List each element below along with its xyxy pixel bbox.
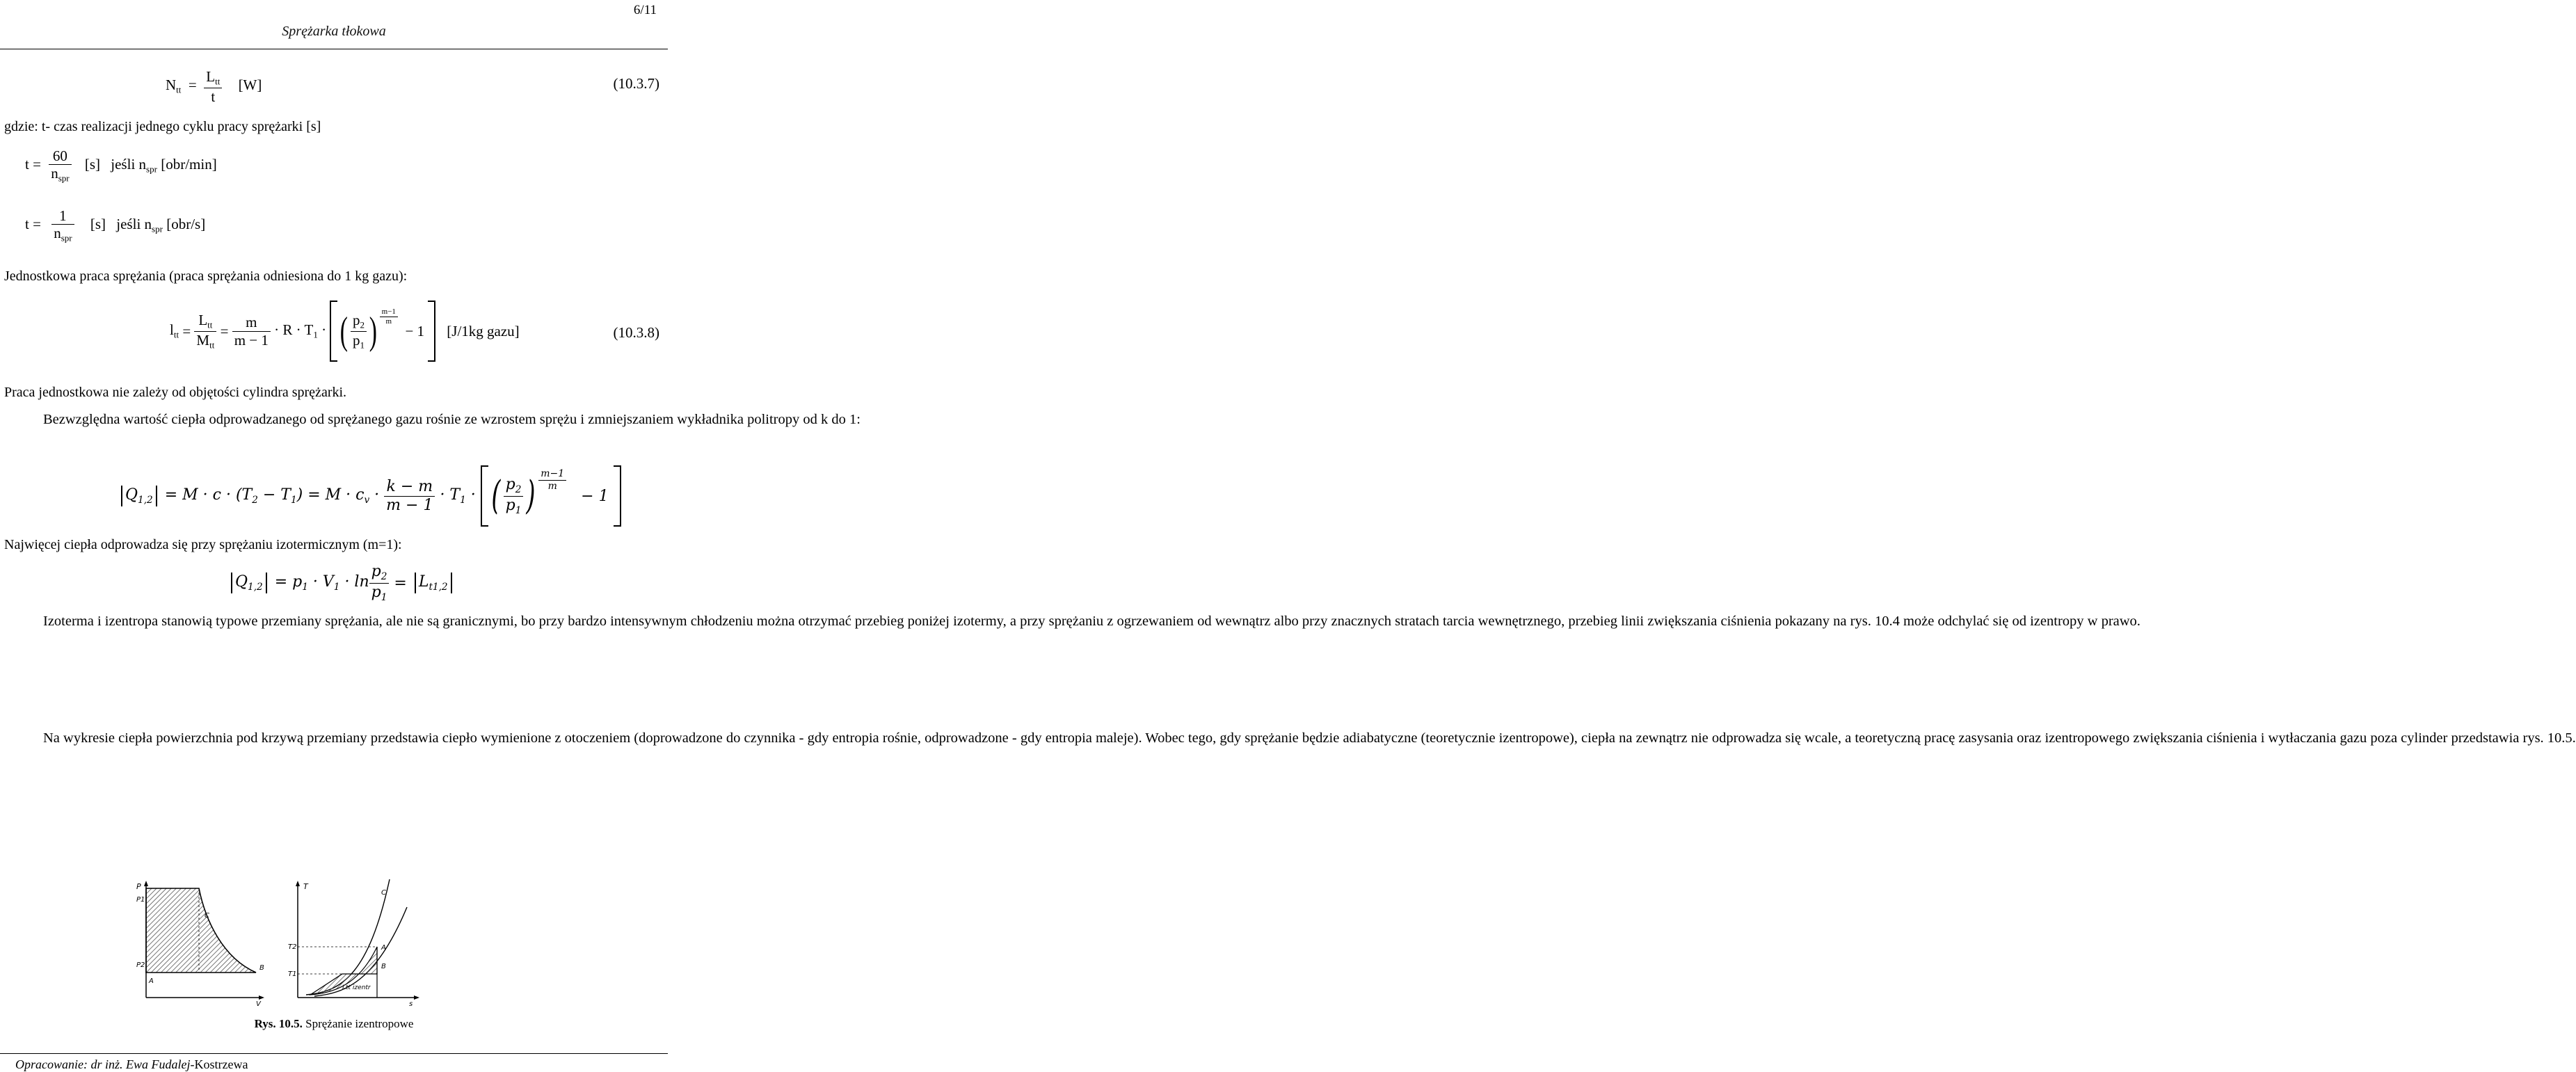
pv-label-p1: P1 xyxy=(136,896,145,904)
equation-power: $N_{tt}$ = $\frac{L_{tt}}{t}$ [W] xyxy=(166,68,262,105)
footer-author: Opracowanie: dr inż. Ewa Fudalej-Kostrzewa xyxy=(15,1057,248,1071)
pv-label-v-axis: V xyxy=(256,1000,261,1008)
equation-heat-isothermal: $Q_{1,2}$ = $p_1 \cdot V_1 \cdot \ln$ $\frac{p_2}{p_1}$ = $L_{t1,2}$ xyxy=(228,561,455,605)
paragraph-isotherm-isentrope: Izoterma i izentropa stanowią typowe przemiany sprężania, ale nie są granicznymi, bo przy bardzo intensywnym chłodzeniu można otrzymać przebieg poniżej izotermy, a przy sprężaniu z ogrzewaniem od wewnątrz albo przy znacznych stratach tarcia wewnętrznego, przebieg linii zwiększania ciśnienia pokazany na rys. 10.4 może odchylać się od izentropy w prawo. xyxy=(43,614,2141,629)
equation-time-rpm: t = $\frac{60}{n_{spr}}$ [s] jeśli $n_{spr}$ [obr/min] xyxy=(25,147,217,184)
equation-heat-polytropic: $Q_{1,2}$ = $M \cdot c \cdot (T_2 - T_1) = M \cdot c_v$ · $\frac{k - m}{m - 1}$ · $T_1$ · ( $\frac{p_2}{p_1}$ ) $\frac{m-1}{m}$ − 1 xyxy=(118,463,621,529)
paragraph-heat-intro: Bezwzględna wartość ciepła odprowadzanego od sprężanego gazu rośnie ze wzrostem sprężu i zmniejszaniem wykładnika politropy od k do 1: xyxy=(43,412,861,427)
ts-label-c: C xyxy=(381,889,386,897)
ts-label-t1: T1 xyxy=(288,970,297,978)
unit-work-note: Praca jednostkowa nie zależy od objętości cylindra sprężarki. xyxy=(4,385,347,400)
power-fraction: $\frac{L_{tt}}{t}$ xyxy=(204,68,222,105)
where-text: gdzie: t- czas realizacji jednego cyklu pracy sprężarki [s] xyxy=(4,119,321,134)
ts-label-t-axis: T xyxy=(303,882,308,891)
figure-caption: Rys. 10.5. Sprężanie izentropowe xyxy=(254,1017,414,1030)
power-unit: [W] xyxy=(238,77,262,94)
ts-label-a: A xyxy=(381,944,386,952)
pv-label-c: C xyxy=(205,912,209,920)
pv-diagram xyxy=(136,881,264,1008)
power-symbol: $N_{tt}$ xyxy=(166,77,182,95)
running-header: Sprężarka tłokowa xyxy=(282,24,386,39)
ts-label-t2: T2 xyxy=(288,943,297,951)
unit-work-unit: [J/1kg gazu] xyxy=(447,322,520,339)
footer-rule xyxy=(0,1053,668,1054)
figure-isentropic-compression xyxy=(132,878,424,1007)
pv-label-a: A xyxy=(149,977,154,985)
ts-label-s-axis: s xyxy=(409,1000,413,1008)
pv-label-p-axis: P xyxy=(136,882,141,891)
ts-label-b: B xyxy=(381,963,386,970)
ts-label-work: Ltt izentr xyxy=(342,984,371,991)
equation-unit-work: $l_{tt}$ = $\frac{L_{tt}}{M_{tt}}$ = $\frac{m}{m - 1}$ · $R \cdot T_1$ · ( $\frac{p_2}{p_1}$ ) $\frac{m-1}{m}$ − 1 [J/1kg gazu] xyxy=(170,298,520,365)
ts-diagram xyxy=(288,879,419,1008)
pv-label-p2: P2 xyxy=(136,961,145,969)
equation-number-1037: (10.3.7) xyxy=(613,75,659,92)
paragraph-heat-diagram: Na wykresie ciepła powierzchnia pod krzywą przemiany przedstawia ciepło wymienione z otoczeniem (doprowadzone do czynnika - gdy entropia rośnie, odprowadzone - gdy entropia maleje). Wobec tego, gdy sprężanie będzie adiabatyczne (teoretycznie izentropowe), ciepła na zewnątrz nie odprowadza się wcale, a teoretyczną pracę zasysania oraz izentropowego zwiększania ciśnienia i wytłaczania gazu poza cylinder przedstawia rys. 10.5. xyxy=(43,730,2576,746)
page-number: 6/11 xyxy=(633,3,657,17)
isothermal-intro: Najwięcej ciepła odprowadza się przy sprężaniu izotermicznym (m=1): xyxy=(4,537,402,552)
equation-time-rps: t = $\frac{1}{n_{spr}}$ [s] jeśli $n_{spr}$ [obr/s] xyxy=(25,207,206,243)
equation-number-1038: (10.3.8) xyxy=(613,324,659,341)
unit-work-intro: Jednostkowa praca sprężania (praca sprężania odniesiona do 1 kg gazu): xyxy=(4,269,408,284)
pv-work-area xyxy=(146,888,256,973)
pv-label-b: B xyxy=(259,964,264,972)
